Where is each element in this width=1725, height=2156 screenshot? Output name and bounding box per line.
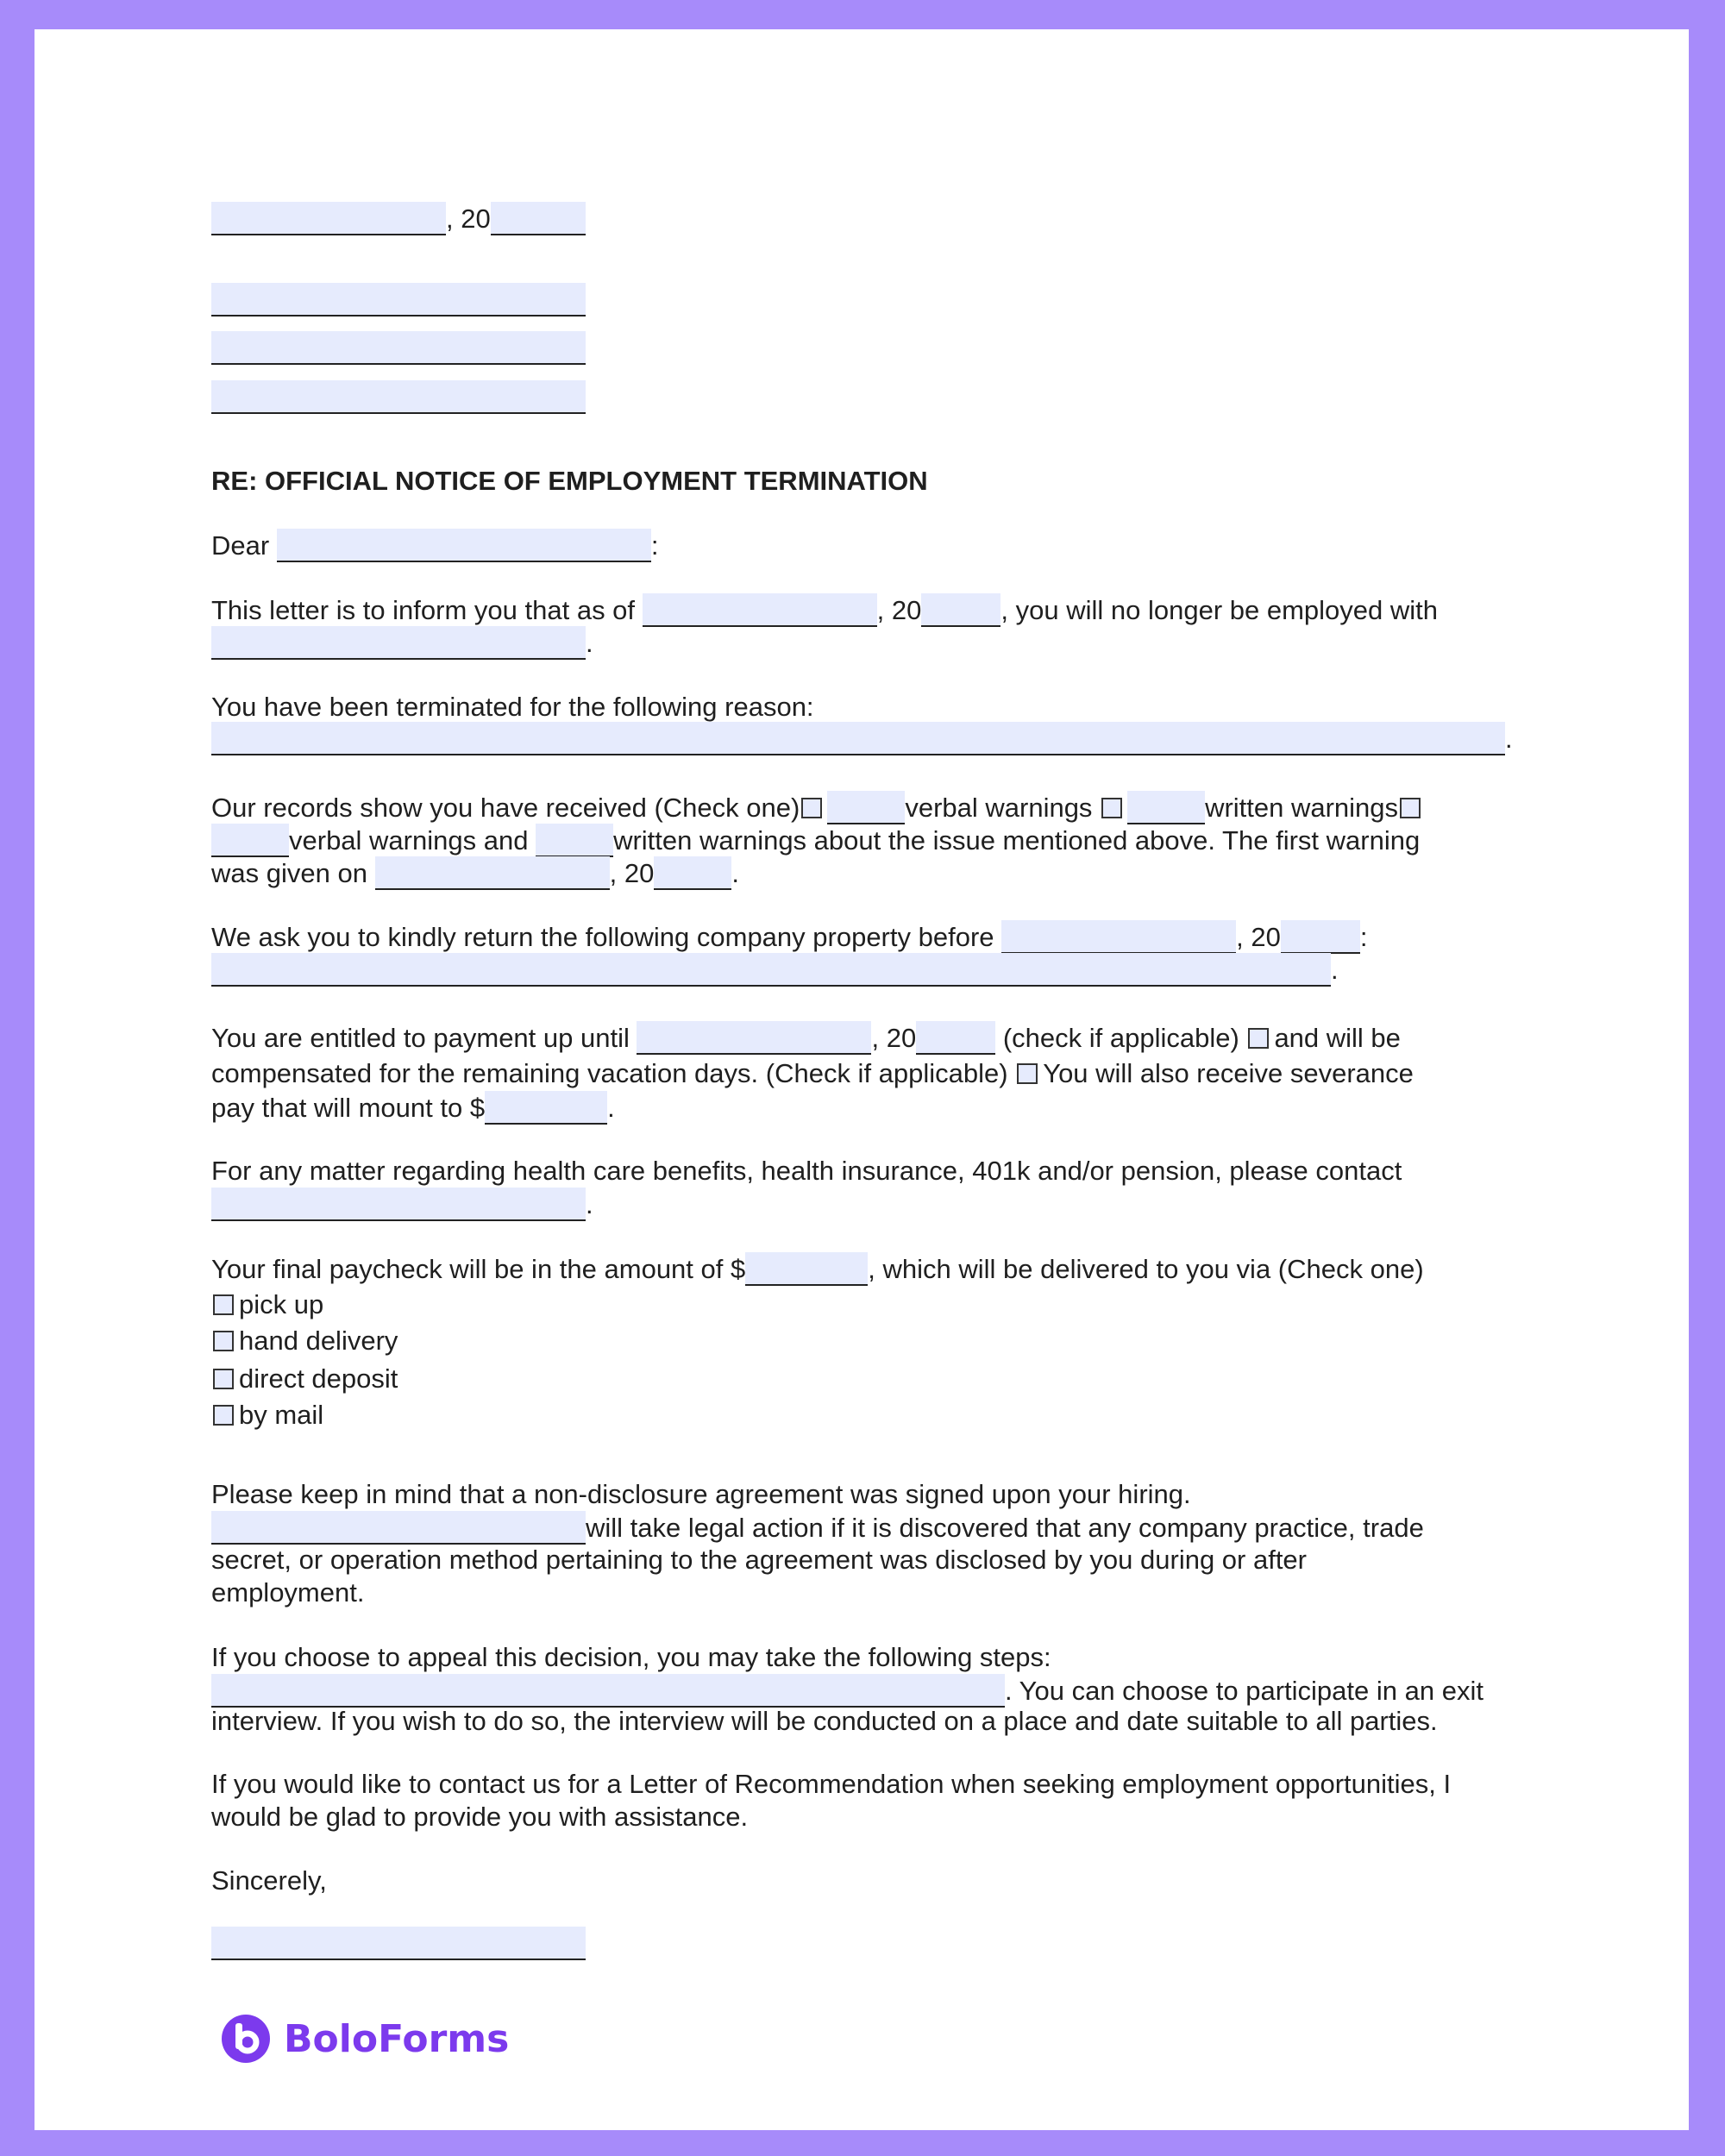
checkbox-hand-delivery[interactable]: [213, 1331, 234, 1351]
address-field-2[interactable]: [211, 331, 586, 365]
brand-name: BoloForms: [284, 2016, 510, 2061]
subject-heading: RE: OFFICIAL NOTICE OF EMPLOYMENT TERMINATION: [211, 466, 928, 496]
address-field-3[interactable]: [211, 380, 586, 414]
address-line-2: [211, 331, 586, 365]
paragraph-effective-date: This letter is to inform you that as of , 20 , you will no longer be employed with: [211, 595, 1439, 625]
return-year-field[interactable]: [1281, 920, 1360, 954]
paragraph-reason: You have been terminated for the following reason:: [211, 692, 814, 722]
address-field-1[interactable]: [211, 283, 586, 317]
closing: Sincerely,: [211, 1865, 327, 1896]
written-count-field[interactable]: [1127, 791, 1205, 824]
salutation: Dear :: [211, 530, 659, 561]
termination-date-field[interactable]: [643, 593, 877, 627]
year-field[interactable]: [491, 202, 586, 235]
date-line: , 20: [211, 202, 586, 235]
paragraph-paycheck: Your final paycheck will be in the amount of $ , which will be delivered to you via (Check one): [211, 1254, 1424, 1284]
paragraph-nda: Please keep in mind that a non-disclosure agreement was signed upon your hiring.: [211, 1479, 1191, 1509]
checkbox-pick-up[interactable]: [213, 1294, 234, 1315]
document-page: , 20 RE: OFFICIAL NOTICE OF EMPLOYMENT TERMINATION Dear : This letter is to inform you that as of , 20 , you will no longer be employed with . You have been terminated for the following reason: . Our records show you have received (Check one) verbal warnings written warnings verbal warnings and written warnings about the issue mentioned above. The first warning was given on , 20 . We ask you to kindly return the following company property before , 20 : . You are entitled to payment up until , 20 (check if applicable) and will be compensated for the remaining vacation days. (Check if applicable) You will also receive severance pay that will mount to $ . For any matter regarding health care benefits, health insurance, 401k and/or pension, please contact . Your final paycheck will be in the amount of $ , which will be delivered to you via (Check one) pick up hand delivery direct deposit by mail Please keep in mind that a non-disclosure agreement was signed upon your hiring. will take legal action if it is discovered that any company practice, trade secret, or operation method pertaining to the agreement was disclosed by you during or after employment. If you choose to appeal this decision, you may take the following steps: . You can choose to participate in an exit interview. If you wish to do so, the interview will be conducted on a place and date suitable to all parties. If you would like to contact us for a Letter of Recommendation when seeking employment opportunities, I would be glad to provide you with assistance. Sincerely, BoloForms: [34, 29, 1689, 2130]
option-pick-up: pick up: [211, 1288, 323, 1321]
option-by-mail: by mail: [211, 1399, 323, 1432]
paragraph-warnings: Our records show you have received (Check one) verbal warnings written warnings: [211, 791, 1426, 824]
paycheck-amount-field[interactable]: [745, 1252, 868, 1286]
checkbox-by-mail[interactable]: [213, 1405, 234, 1426]
checkbox-written-only[interactable]: [1101, 798, 1122, 818]
severance-amount-field[interactable]: [485, 1091, 607, 1125]
both-written-count-field[interactable]: [536, 824, 613, 857]
property-list-field[interactable]: [211, 953, 1331, 987]
payment-until-date-field[interactable]: [637, 1021, 871, 1055]
reason-field[interactable]: [211, 722, 1505, 755]
paragraph-property: We ask you to kindly return the following company property before , 20 :: [211, 922, 1368, 952]
verbal-count-field[interactable]: [827, 791, 905, 824]
boloforms-logo-icon: [222, 2015, 270, 2063]
company-name-field[interactable]: [211, 626, 586, 660]
option-hand-delivery: hand delivery: [211, 1325, 398, 1357]
checkbox-severance[interactable]: [1017, 1063, 1038, 1084]
termination-year-field[interactable]: [921, 593, 1000, 627]
paragraph-benefits: For any matter regarding health care benefits, health insurance, 401k and/or pension, please contact: [211, 1156, 1402, 1186]
appeal-steps-field[interactable]: [211, 1674, 1005, 1708]
benefits-contact-field[interactable]: [211, 1188, 586, 1221]
nda-party-field[interactable]: [211, 1511, 586, 1545]
checkbox-direct-deposit[interactable]: [213, 1369, 234, 1389]
address-line-3: [211, 380, 586, 414]
checkbox-vacation[interactable]: [1248, 1028, 1269, 1049]
paragraph-payment: You are entitled to payment up until , 20 (check if applicable) and will be: [211, 1023, 1401, 1053]
first-warning-date-field[interactable]: [375, 856, 610, 890]
date-field[interactable]: [211, 202, 446, 235]
employee-name-field[interactable]: [277, 529, 651, 562]
first-warning-year-field[interactable]: [654, 856, 731, 890]
payment-until-year-field[interactable]: [916, 1021, 995, 1055]
boloforms-logo: [222, 2013, 509, 2065]
signature-line: [211, 1927, 586, 1960]
option-direct-deposit: direct deposit: [211, 1363, 398, 1395]
paragraph-recommendation: If you would like to contact us for a Letter of Recommendation when seeking employment opportunities, I: [211, 1769, 1452, 1799]
checkbox-verbal-only[interactable]: [801, 798, 822, 818]
both-verbal-count-field[interactable]: [211, 824, 289, 857]
signature-field[interactable]: [211, 1927, 586, 1960]
address-line-1: [211, 283, 586, 317]
return-date-field[interactable]: [1001, 920, 1236, 954]
paragraph-appeal: If you choose to appeal this decision, you may take the following steps:: [211, 1642, 1051, 1672]
checkbox-both[interactable]: [1400, 798, 1421, 818]
